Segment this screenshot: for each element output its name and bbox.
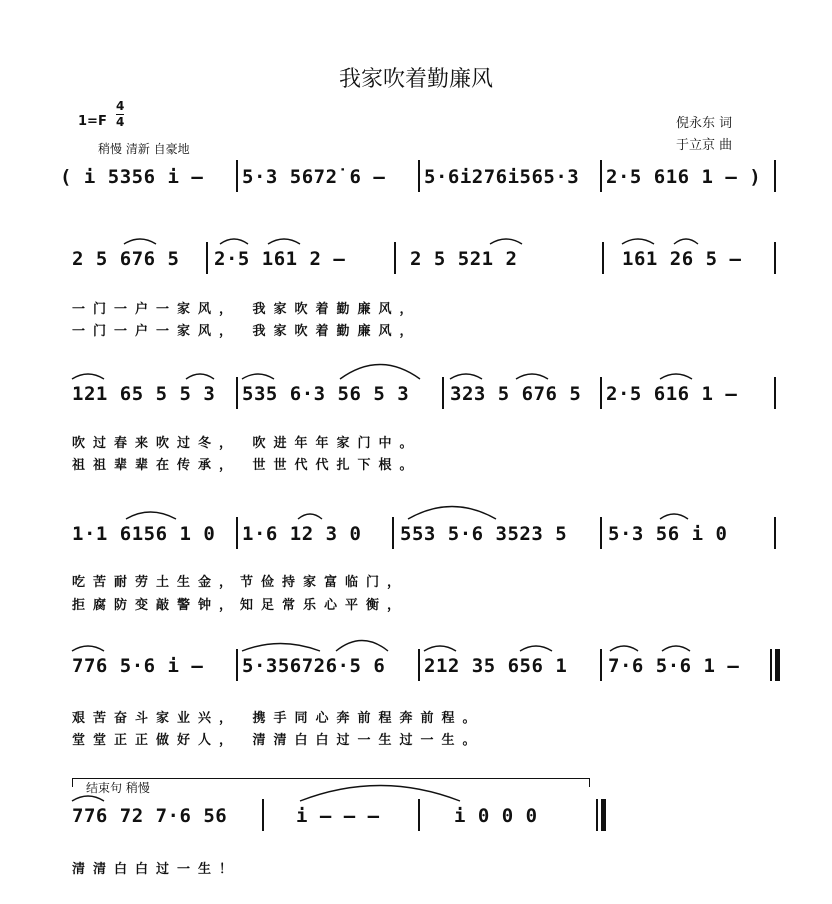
measure-notes: 161 26 5 – (622, 248, 742, 270)
slur (490, 239, 522, 244)
slur (300, 786, 460, 802)
measure-notes: ( i 5356 i – (60, 166, 204, 188)
slur (610, 646, 638, 651)
lyric-line: 堂堂正正做好人， 清清白白过一生过一生。 (72, 733, 484, 748)
slur (424, 646, 456, 651)
key-signature: 1=F (78, 114, 107, 129)
coda-label: 结束句 稍慢 (86, 781, 150, 795)
slur (662, 646, 690, 651)
lyricist-credit: 倪永东 词 (676, 116, 733, 131)
lyric-line: 吃苦耐劳土生金，节俭持家富临门， (72, 575, 409, 590)
measure-notes: 2·5 161 2 – (214, 248, 346, 270)
lyric-line: 祖祖辈辈在传承， 世世代代扎下根。 (72, 458, 421, 473)
measure-notes: 553 5·6 3523 5 (400, 523, 568, 545)
slur (622, 239, 654, 244)
measure-notes: 2 5 521 2 (410, 248, 518, 270)
slur (72, 646, 104, 651)
slur (268, 239, 300, 244)
slur (220, 239, 248, 244)
measure-notes: 535 6·3 56 5 3 (242, 383, 410, 405)
lyric-line: 一门一户一家风， 我家吹着勤廉风， (72, 302, 421, 317)
slur (72, 374, 104, 379)
measure-notes: 1·1 6156 1 0 (72, 523, 216, 545)
measure-notes: 2·5 616 1 – (606, 383, 738, 405)
slur (660, 514, 688, 519)
measure-notes: 2 5 676 5 (72, 248, 180, 270)
slur (408, 507, 496, 520)
measure-notes: 5·3 5672̇ 6 – (242, 166, 386, 188)
slur (72, 796, 104, 801)
slur (242, 374, 274, 379)
measure-notes: 212 35 656 1 (424, 655, 568, 677)
slur (674, 239, 698, 244)
measure-notes: 5·3 56 i 0 (608, 523, 728, 545)
slur (298, 514, 322, 519)
measure-notes: 121 65 5 5 3 (72, 383, 216, 405)
measure-notes: i 0 0 0 (454, 805, 538, 827)
composer-credit: 于立京 曲 (676, 138, 733, 153)
slur (520, 646, 552, 651)
slur (450, 374, 482, 379)
measure-notes: 323 5 676 5 (450, 383, 582, 405)
time-signature-bottom: 4 (116, 115, 125, 129)
lyric-line: 吹过春来吹过冬， 吹进年年家门中。 (72, 436, 421, 451)
song-title: 我家吹着勤廉风 (338, 67, 493, 92)
measure-notes: i – – – (296, 805, 380, 827)
slur (660, 374, 692, 379)
measure-notes: 5·356726·5 6 (242, 655, 386, 677)
lyric-line: 一门一户一家风， 我家吹着勤廉风， (72, 324, 421, 339)
measure-notes: 776 5·6 i – (72, 655, 204, 677)
measure-notes: 7·6 5·6 1 – (608, 655, 740, 677)
lyric-line: 艰苦奋斗家业兴， 携手同心奔前程奔前程。 (72, 711, 484, 726)
slur (242, 644, 320, 652)
measure-notes: 776 72 7·6 56 (72, 805, 228, 827)
measure-notes: 1·6 12 3 0 (242, 523, 362, 545)
lyric-line: 清清白白过一生！ (72, 862, 241, 877)
slur (516, 374, 548, 379)
slur (126, 512, 176, 519)
measure-notes: 2·5 616 1 – ) (606, 166, 762, 188)
measure-notes: 5·6i276i565·3 (424, 166, 580, 188)
slur (340, 365, 420, 380)
slur (124, 239, 156, 244)
tempo-marking: 稍慢 清新 自豪地 (98, 142, 190, 156)
slur (186, 374, 214, 379)
time-signature-top: 4 (116, 99, 125, 113)
lyric-line: 拒腐防变敲警钟，知足常乐心平衡， (72, 598, 409, 613)
slur (336, 641, 388, 652)
